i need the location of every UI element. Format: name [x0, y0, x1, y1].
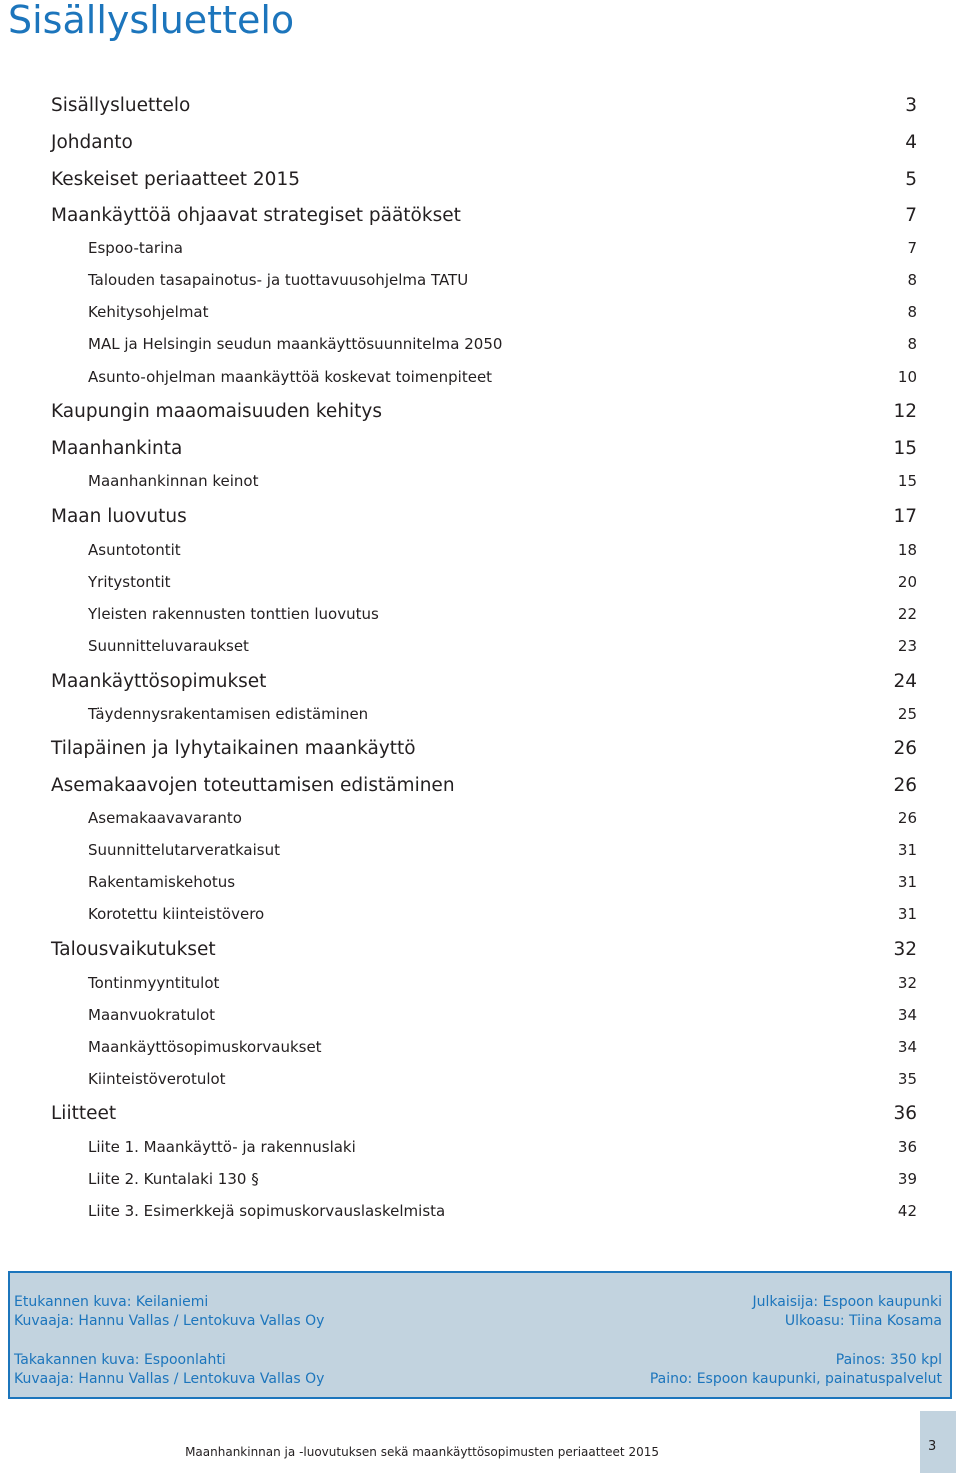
toc-entry[interactable] [88, 572, 917, 592]
front-cover-credit: Etukannen kuva: Keilaniemi [14, 1294, 209, 1310]
toc-entry-label: Liite 3. Esimerkkejä sopimuskorvauslaskelmista [88, 1202, 446, 1220]
toc-entry-page: 34 [897, 1006, 917, 1024]
toc-entry-page: 10 [897, 368, 917, 386]
toc-entry-label: Liite 2. Kuntalaki 130 § [88, 1170, 259, 1188]
toc-entry[interactable] [88, 1169, 917, 1189]
toc-entry[interactable] [88, 1005, 917, 1025]
toc-entry[interactable] [88, 471, 917, 491]
toc-entry-label: Korotettu kiinteistövero [88, 905, 265, 923]
toc-entry[interactable] [51, 774, 917, 798]
back-cover-credit: Takakannen kuva: Espoonlahti [14, 1352, 226, 1368]
toc-entry-label: Sisällysluettelo [51, 95, 191, 116]
toc-entry[interactable] [51, 94, 917, 118]
toc-entry[interactable] [88, 1037, 917, 1057]
toc-entry-page: 15 [897, 472, 917, 490]
page-title: Sisällysluettelo [8, 0, 295, 42]
toc-entry[interactable] [88, 540, 917, 560]
toc-entry[interactable] [88, 1137, 917, 1157]
toc-entry-page: 31 [897, 873, 917, 891]
toc-entry-page: 36 [897, 1138, 917, 1156]
back-photographer-credit: Kuvaaja: Hannu Vallas / Lentokuva Vallas Oy [14, 1371, 325, 1387]
toc-entry-page: 8 [907, 335, 917, 353]
toc-entry[interactable] [51, 204, 917, 228]
toc-entry-page: 8 [907, 303, 917, 321]
toc-entry-page: 26 [897, 809, 917, 827]
toc-entry-label: Rakentamiskehotus [88, 873, 236, 891]
toc-entry-label: Asemakaavavaranto [88, 809, 242, 827]
toc-entry-page: 32 [893, 939, 917, 960]
toc-entry-label: Kaupungin maaomaisuuden kehitys [51, 401, 383, 422]
toc-entry-page: 31 [897, 905, 917, 923]
toc-entry[interactable] [51, 131, 917, 155]
toc-entry-label: Maankäyttöä ohjaavat strategiset päätökset [51, 205, 461, 226]
toc-entry-page: 35 [897, 1070, 917, 1088]
toc-entry-label: Kehitysohjelmat [88, 303, 209, 321]
toc-entry-label: Asemakaavojen toteuttamisen edistäminen [51, 775, 455, 796]
toc-entry-page: 17 [893, 506, 917, 527]
toc-entry[interactable] [51, 505, 917, 529]
toc-entry[interactable] [51, 938, 917, 962]
toc-entry-page: 26 [893, 775, 917, 796]
toc-entry-page: 23 [897, 637, 917, 655]
toc-entry[interactable] [88, 904, 917, 924]
toc-entry-page: 22 [897, 605, 917, 623]
printing-credit: Paino: Espoon kaupunki, painatuspalvelut [649, 1371, 942, 1387]
toc-entry[interactable] [51, 737, 917, 761]
toc-entry[interactable] [51, 400, 917, 424]
publisher-credit: Julkaisija: Espoon kaupunki [752, 1294, 942, 1310]
toc-entry-label: MAL ja Helsingin seudun maankäyttösuunnitelma 2050 [88, 335, 503, 353]
toc-entry-label: Suunnittelutarveratkaisut [88, 841, 280, 859]
toc-entry[interactable] [88, 604, 917, 624]
toc-entry-page: 15 [893, 438, 917, 459]
toc-entry-label: Maankäyttösopimukset [51, 671, 267, 692]
toc-entry-label: Espoo-tarina [88, 239, 183, 257]
toc-entry-page: 12 [893, 401, 917, 422]
toc-entry-label: Talousvaikutukset [51, 939, 216, 960]
toc-entry-page: 18 [897, 541, 917, 559]
toc-entry[interactable] [88, 302, 917, 322]
toc-entry-label: Liite 1. Maankäyttö- ja rakennuslaki [88, 1138, 356, 1156]
toc-entry-page: 4 [905, 132, 917, 153]
credits-left [14, 1293, 324, 1389]
layout-credit: Ulkoasu: Tiina Kosama [784, 1313, 942, 1329]
toc-entry-label: Tontinmyyntitulot [88, 974, 220, 992]
toc-entry-label: Kiinteistöverotulot [88, 1070, 226, 1088]
toc-entry-label: Yleisten rakennusten tonttien luovutus [88, 605, 379, 623]
toc-entry-label: Liitteet [51, 1103, 117, 1124]
toc-entry[interactable] [51, 670, 917, 694]
toc-entry[interactable] [88, 636, 917, 656]
toc-entry-label: Maan luovutus [51, 506, 187, 527]
toc-entry-label: Asunto-ohjelman maankäyttöä koskevat toimenpiteet [88, 368, 493, 386]
toc-entry-label: Tilapäinen ja lyhytaikainen maankäyttö [51, 738, 416, 759]
toc-entry-page: 34 [897, 1038, 917, 1056]
front-photographer-credit: Kuvaaja: Hannu Vallas / Lentokuva Vallas Oy [14, 1313, 325, 1329]
toc-entry-label: Keskeiset periaatteet 2015 [51, 169, 300, 190]
toc-entry-page: 25 [897, 705, 917, 723]
toc-entry[interactable] [51, 437, 917, 461]
toc-entry-page: 5 [905, 169, 917, 190]
toc-entry-page: 31 [897, 841, 917, 859]
toc-entry[interactable] [51, 168, 917, 192]
toc-entry-page: 26 [893, 738, 917, 759]
toc-entry[interactable] [88, 872, 917, 892]
footer-document-title: Maanhankinnan ja -luovutuksen sekä maankäyttösopimusten periaatteet 2015 [185, 1445, 659, 1459]
toc-entry[interactable] [88, 840, 917, 860]
toc-entry[interactable] [88, 334, 917, 354]
toc-entry-label: Talouden tasapainotus- ja tuottavuusohjelma TATU [88, 271, 469, 289]
toc-entry[interactable] [88, 367, 917, 387]
toc-entry[interactable] [88, 808, 917, 828]
toc-entry-page: 7 [907, 239, 917, 257]
toc-entry-label: Johdanto [51, 132, 133, 153]
toc-entry-page: 24 [893, 671, 917, 692]
toc-entry[interactable] [88, 704, 917, 724]
credits-box [8, 1271, 952, 1399]
toc-entry[interactable] [88, 238, 917, 258]
toc-entry-label: Täydennysrakentamisen edistäminen [88, 705, 369, 723]
toc-entry-page: 7 [905, 205, 917, 226]
toc-entry-label: Yritystontit [88, 573, 171, 591]
page-number-box [920, 1411, 956, 1473]
toc-entry-page: 8 [907, 271, 917, 289]
toc-entry[interactable] [88, 1069, 917, 1089]
toc-entry[interactable] [88, 1201, 917, 1221]
page-number: 3 [928, 1439, 937, 1454]
toc-entry[interactable] [51, 1102, 917, 1126]
toc-entry-label: Asuntotontit [88, 541, 181, 559]
toc-entry[interactable] [88, 973, 917, 993]
toc-entry-label: Maanvuokratulot [88, 1006, 216, 1024]
toc-entry-page: 39 [897, 1170, 917, 1188]
credits-right [650, 1293, 942, 1389]
toc-entry-page: 42 [897, 1202, 917, 1220]
toc-entry-label: Maankäyttösopimuskorvaukset [88, 1038, 322, 1056]
copies-credit: Painos: 350 kpl [835, 1352, 942, 1368]
toc-entry-page: 36 [893, 1103, 917, 1124]
toc-entry-label: Suunnitteluvaraukset [88, 637, 249, 655]
toc-entry-label: Maanhankinta [51, 438, 183, 459]
toc-entry-page: 20 [897, 573, 917, 591]
toc-entry-label: Maanhankinnan keinot [88, 472, 259, 490]
toc-entry-page: 3 [905, 95, 917, 116]
toc-entry-page: 32 [897, 974, 917, 992]
toc-entry[interactable] [88, 270, 917, 290]
